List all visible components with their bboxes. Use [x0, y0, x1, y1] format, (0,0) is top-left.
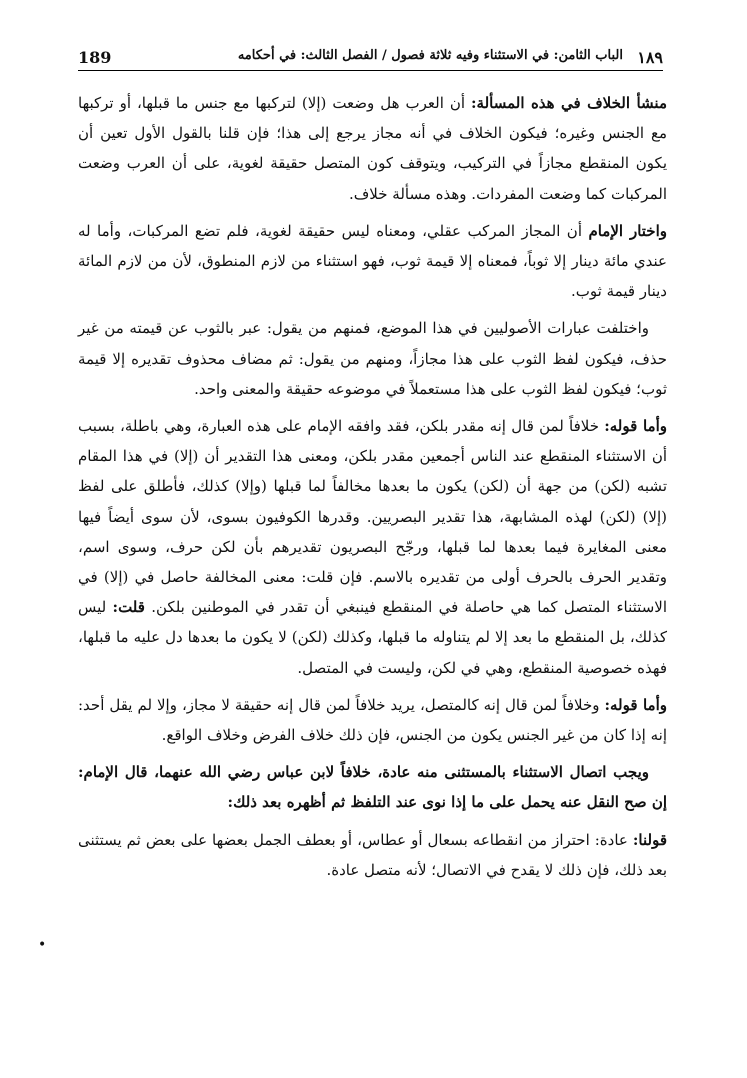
paragraph-text: واختلفت عبارات الأصوليين في هذا الموضع، فمنهم من يقول: عبر بالثوب عن قيمته من غير حذف، فيكون لفظ الثوب على هذا مجازاً، ومنهم من يقول: ثم مضاف محذوف تقديره إلا قيمة ثوب؛ فيكون لفظ الثوب على هذا مستعملاً في موضوعه حقيقة والمعنى واحد.	[78, 319, 667, 398]
paragraph-lead: قولنا:	[632, 830, 667, 849]
paragraph-text: وخلافاً لمن قال إنه كالمتصل، يريد خلافاً لمن قال إنه حقيقة لا مجاز، وإلا لم يقل أحد: إنه إذا كان من غير الجنس يكون من الجنس، فإن ذلك خلاف الفرض وخلاف الواقع.	[78, 695, 667, 745]
paragraph-lead: واختار الإمام	[588, 221, 667, 240]
page-number-arabic: ١٨٩	[637, 48, 663, 67]
paragraph-lead: منشأ الخلاف في هذه المسألة:	[471, 94, 667, 112]
paragraph-text: ليس كذلك، بل المنقطع ما بعد إلا لم يتناوله ما قبلها، وكذلك (لكن) لا يكون ما بعدها دل عليه ما قبلها، فهذه خصوصية المنقطع، وهي في لكن، وليست في المتصل.	[78, 598, 667, 677]
paragraph	[78, 411, 667, 683]
margin-mark: •	[38, 937, 47, 953]
paragraph	[78, 216, 667, 307]
paragraph-text: خلافاً لمن قال إنه مقدر بلكن، فقد وافقه الإمام على هذه العبارة، وهي باطلة، بسبب أن الاستثناء المنقطع عند الناس أجمعين مقدر بلكن، ومعنى هذا التقدير أن (إلا) في هذا المقام تشبه (لكن) من جهة أن (لكن) يكون ما بعدها مخالفاً لما قبلها (وإلا) كذلك، فأطلق على لفظ (إلا) (لكن) لهذه المشابهة، هذا تقدير البصريين. وقدرها الكوفيون بسوى، لأن سوى أيضاً فيها معنى المغايرة فيما بعدها لما قبلها، ورجّح البصريون تقديرهم بأن لكن حرف، وسوى اسم، وتقدير الحرف بالحرف أولى من تقديره بالاسم. فإن قلت: معنى المخالفة حاصل في (إلا) في الاستثناء المتصل كما هي حاصلة في المنقطع فينبغي أن تقدر في الموطنين بلكن.	[78, 417, 667, 617]
paragraph	[78, 690, 667, 750]
paragraph-text: أن المجاز المركب عقلي، ومعناه ليس حقيقة لغوية، فلم تضع المركبات، وأما له عندي مائة دينار إلا ثوباً، فمعناه إلا قيمة ثوب، فهو استثناء من لازم المنطوق، لأن من لازم المائة دينار قيمة ثوب.	[78, 221, 667, 301]
page-number-latin: 189	[78, 48, 112, 67]
running-head: الباب الثامن: في الاستثناء وفيه ثلاثة فصول / الفصل الثالث: في أحكامه	[237, 48, 623, 63]
paragraph-text: أن العرب هل وضعت (إلا) لتركبها مع جنس ما قبلها، أو تركبها مع الجنس وغيره؛ فيكون الخلاف في أنه مجاز يرجع إلى هذا؛ فإن قلنا بالقول الأول تعين أن يكون المنقطع مجازاً في التركيب، ويتوقف كون المتصل حقيقة لغوية، على أن العرب وضعت المركبات كما وضعت المفردات. وهذه مسألة خلاف.	[78, 94, 667, 203]
paragraph-lead: وأما قوله:	[604, 695, 667, 714]
paragraph-text: عادة: احتراز من انقطاعه بسعال أو عطاس، أو بعطف الجمل بعضها على بعض ثم يستثنى بعد ذلك، فإن ذلك لا يقدح في الاتصال؛ لأنه متصل عادة.	[78, 830, 667, 879]
page-body	[78, 88, 667, 892]
paragraph-text: ويجب اتصال الاستثناء بالمستثنى منه عادة، خلافاً لابن عباس رضي الله عنهما، قال الإمام: إن صح النقل عنه يحمل على ما إذا نوى عند التلفظ ثم أظهره بعد ذلك:	[78, 763, 667, 812]
paragraph	[78, 757, 667, 817]
page-header	[78, 40, 663, 71]
paragraph-lead: وأما قوله:	[604, 417, 667, 436]
paragraph	[78, 88, 667, 209]
paragraph	[78, 825, 667, 885]
paragraph	[78, 313, 667, 404]
paragraph-lead: قلت:	[112, 598, 145, 617]
